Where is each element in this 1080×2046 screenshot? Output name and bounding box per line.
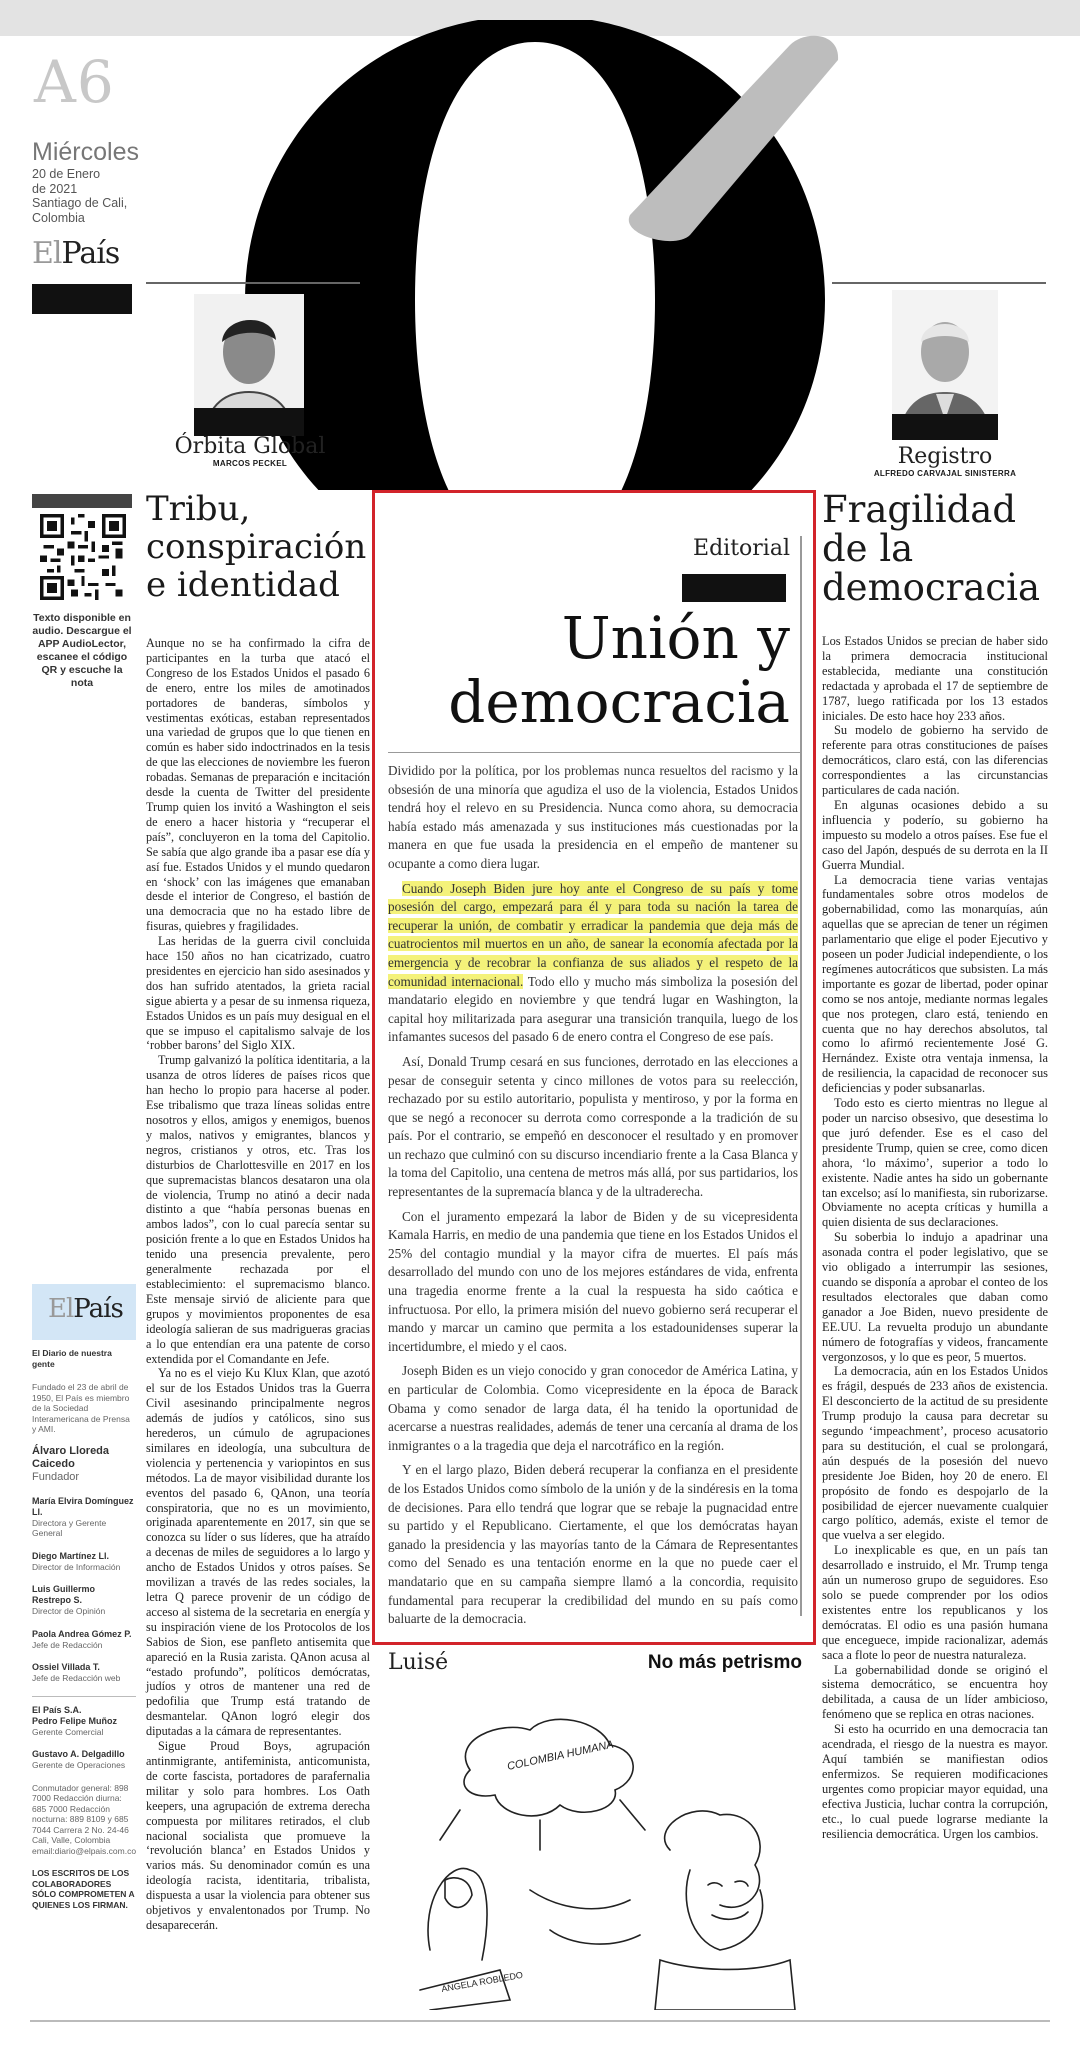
staff-entry: [32, 1629, 136, 1651]
qr-code[interactable]: [40, 514, 126, 600]
column-title-right: [852, 444, 1038, 478]
editorial-paragraph: [388, 880, 798, 1047]
company-name: El País S.A.: [32, 1704, 82, 1715]
day-label: Miércoles: [32, 138, 139, 166]
editorial-paragraph: Joseph Biden es un viejo conocido y gran conocedor de América Latina, y en particular de Colombia. Como vicepresidente en la época de Barack Obama y como senador de larga data, él ha tenido la oportunidad de acercarse a nuestras realidades, además de tener una cercanía al drama de los inmigrantes o a la tragedia que deja el narcotráfico en la región.: [388, 1363, 798, 1453]
staff-name: Ossiel Villada T.: [32, 1662, 100, 1672]
manager-name: Pedro Felipe Muñoz: [32, 1715, 118, 1726]
editorial-paragraph: Con el juramento empezará la labor de Biden y de su vicepresidenta Kamala Harris, en medio de una pandemia que tiene en los Estados Unidos el 25% del contagio mundial y la mayor cifra de muertes. El país más desarrollado del mundo con uno de los mejores estándares de vida, enfrenta una tragedia enorme frente a la cual la respuesta ha sido caótica e infructuosa. Por ello, la primera misión del nuevo gobierno será recuperar el mando y marcar un camino que permita a los estadounidenses superar la incertidumbre, el miedo y el caos.: [388, 1208, 798, 1354]
column-title-left: [160, 434, 340, 468]
founder-role: Fundador: [32, 1470, 80, 1483]
headline-line: democracia: [822, 566, 1041, 609]
staff-name: Paola Andrea Gómez P.: [32, 1628, 132, 1639]
headline-line: e identidad: [146, 565, 340, 605]
editorial-paragraph: Y en el largo plazo, Biden deberá recuperar la confianza en el presidente de los Estados Unidos como símbolo de la unión y de la sindéresis en la toma de decisiones. Para ello tendrá que lograr que se rebaje la pugnacidad entre su partido y el Republicano. Ciertamente, el que los demócratas hayan ganado la presidencia y las mayorías tanto de la Cámara de Representantes como del Senado es una tentación enorme en la que no puede caer el mandatario que en su campaña siempre llamó a la concordia, requisito fundamental para recuperar la credibilidad del mundo en su país como baluarte de la democracia.: [388, 1462, 798, 1627]
author-name: ALFREDO CARVAJAL SINISTERRA: [873, 469, 1017, 478]
founder-name: Álvaro Lloreda Caicedo: [32, 1444, 110, 1470]
headline-line: democracia: [448, 668, 790, 736]
logo-el: El: [48, 1294, 74, 1324]
article-paragraph: La democracia tiene varias ventajas fundamentales sobre otros modelos de gobernabilidad, como las monarquías, aún aquellas que se aprecian de tener un régimen parlamentario que elige el poder Ejecutivo y poseen un poder Judicial independiente, o los regímenes autocráticos que subsisten. La más importante es gozar de libertad, poder opinar como se nos antoje, mediante normas legales que nos protegen, claro está, teniendo en cuenta que no hay derechos absolutos, tal como lo afirmó recientemente José G. Hernández. Existe otra ventaja inmensa, la de resiliencia, la capacidad de reconocer sus deficiencias y poder subsanarlas.: [822, 872, 1048, 1096]
editorial-kicker: Editorial: [693, 536, 790, 561]
company-block: [32, 1696, 136, 1738]
author-photo-right: [892, 290, 998, 440]
article-paragraph: Su modelo de gobierno ha servido de referente para otras constituciones de países democráticos, claro está, con las diferencias correspondientes a las circunstancias particulares de cada nación.: [822, 723, 1048, 798]
headline-line: conspiración: [146, 527, 367, 567]
article-paragraph: Sigue Proud Boys, agrupación antinmigrante, antifeminista, anticomunista, de corte fascista, portadores de parafernalia militar y solo para hombres. Los Oath keepers, una agrupación de extrema derecha compuesta por militares retirados, el club nacional socialista que promueve la ‘revolución blanca’ en Estados Unidos y varios más. Su denominador común es una ideología racista, identitaria, tribalista, dispuesta a usar la violencia para obtener sus objetivos y envalentonados por Trump. No desaparecerán.: [146, 1739, 370, 1932]
logo-pais: País: [73, 1294, 123, 1324]
staff-name: Luis Guillermo Restrepo S.: [32, 1584, 96, 1605]
article-paragraph: Trump galvanizó la política identitaria, a la usanza de otros líderes de países ricos que han hecho lo propio para hacerse al poder. Ese tribalismo que traza líneas solidas entre nosotros y ellos, amigos y enemigos, buenos y malos, nativos y emigrantes, blancos y negros, cristianos y otros, etc. Tras los disturbios de Charlottesville en 2017 en los que supremacistas blancos desataron una ola de violencia, Trump no atinó a decir nada distinto a que “había personas buenas en ambos lados”, con lo cual parecía sentar su posición frente a lo que en Estados Unidos ha tenido una presencia prevalente, pero generalmente rechazada por el establecimiento: el supremacismo blanco. Este mensaje sirvió de aliciente para que grupos y movimientos proponentes de esa ideología salieran de sus madrigueras gracias a lo que entendían era una patente de corso extendida por el Comandante en Jefe.: [146, 1053, 370, 1366]
editorial-side-rule: [800, 536, 802, 1616]
article-paragraph: Las heridas de la guerra civil concluida hace 150 años no han cicatrizado, cuatro presidentes en ejercicio han sido asesinados y dos han sufrido atentados, la grieta racial sigue abierta y a pesar de su inmensa riqueza, Estados Unidos es un país muy desigual en el que se impuso el capitalismo salvaje de los ‘robber barons’ del Siglo XIX.: [146, 934, 370, 1053]
article-paragraph: Si esto ha ocurrido en una democracia tan acendrada, el riesgo de la nuestra es mayor. Aquí también se manifiestan odios enfermizos. Se requieren modificaciones urgentes como propiciar mayor equidad, una efectiva Justicia, luchar contra la corrupción, etc., lo cual puede lograrse mediante la resiliencia democrática. Urgen los cambios.: [822, 1722, 1048, 1841]
staff-name: Diego Martínez Ll.: [32, 1550, 110, 1561]
article-paragraph: Lo inexplicable es que, en un país tan desarrollado e instruido, el Mr. Trump tenga aún un numeroso grupo de seguidores. Eso solo se puede comprender por los odios existentes entre los republicanos y los demócratas. El odio es una pasión humana que enceguece, impide racionalizar, además saca a flote lo peor de nuestra naturaleza.: [822, 1543, 1048, 1662]
cartoon-title: No más petrismo: [647, 1652, 802, 1673]
staff-role: Jefe de Redacción web: [32, 1673, 121, 1683]
staff-entry: [32, 1551, 136, 1573]
author-photo-left: [194, 294, 304, 436]
staff-entry: [32, 1496, 136, 1539]
tagline: El Diario de nuestra gente: [32, 1348, 112, 1369]
staff-role: Directora y Gerente General: [32, 1517, 107, 1538]
staff-name: María Elvira Domínguez Ll.: [32, 1495, 134, 1517]
highlighted-text: Cuando Joseph Biden jure hoy ante el Congreso de su país y tome posesión del cargo, empezará para él y para toda su nación la tarea de recuperar la unión, de combatir y erradicar la pandemia que deja más de cuatrocientos mil muertos en un año, de sanear la economía afectada por la emergencia y de recobrar la confianza de sus aliados y el respeto de la comunidad internacional.: [388, 880, 798, 989]
redacted-box: [32, 284, 132, 314]
contact-info: Conmutador general: 898 7000 Redacción diurna: 685 7000 Redacción nocturna: 889 8109 y 685 7044 Carrera 2 No. 24-46 Cali, Valle, Colombia email:diario@elpais.com.co: [32, 1782, 137, 1856]
header-rule-left: [146, 282, 360, 284]
redacted-box: [682, 574, 786, 602]
audio-note: Texto disponible en audio. Descargue el APP AudioLector, escanee el código QR y escuche la nota: [32, 612, 132, 689]
headline-line: Fragilidad: [822, 488, 1017, 531]
founded-note: Fundado el 23 de abril de 1950, El País es miembro de la Sociedad Interamericana de Prensa y AMI.: [32, 1382, 130, 1434]
left-headline: [146, 490, 376, 604]
article-paragraph: Ya no es el viejo Ku Klux Klan, que azotó el sur de los Estados Unidos tras la Guerra Civil asesinando principalmente negros además de judíos y católicos, sino sus herederos, un cúmulo de agrupaciones similares en ideología, una subcultura de violencia y pertenencia y variopintos en sus métodos. La de mayor visibilidad durante los eventos del pasado 6, QAnon, una teoría conspiratoria, que no es un movimiento, originada aparentemente en 2017, sin que se conozca su líder o sus líderes, que ha atraído a decenas de miles de seguidores a lo largo y ancho de Estados Unidos y otros países. Se movilizan a través de las redes sociales, la letra Q parece provenir de un código de acceso al sistema de la secretaria en energía y su inspiración viene de los Protocolos de los Sabios de Sion, ese panfleto antisemita que apareció en la Rusia zarista. QAnon acusa al “estado profundo”, políticos demócratas, judíos y otros de mantener una red de pedofilia que Trump está tratando de desmantelar. QAnon logró elegir dos diputadas a la cámara de representantes.: [146, 1366, 370, 1739]
sidebar-bar: [32, 494, 132, 508]
staff-entry: [32, 1584, 136, 1617]
right-headline: [822, 490, 1052, 607]
article-paragraph: Su soberbia lo indujo a apadrinar una asonada contra el poder legislativo, que se vio obligado a interrumpir las sesiones, cuando se disponía a aprobar el conteo de los resultados electorales que daban como ganador a Joe Biden, nuevo presidente de EE.UU. La revuelta produjo un abundante número de fotografías y videos, francamente vergonzosos, y lo que es peor, 5 muertos.: [822, 1230, 1048, 1364]
masthead: [32, 1348, 136, 1910]
date-label: [32, 167, 142, 225]
headline-line: Unión y: [561, 604, 790, 672]
date-line: Colombia: [32, 210, 85, 225]
el-pais-logo-box: [32, 1284, 136, 1340]
left-article-body: [146, 636, 370, 1933]
date-line: 20 de Enero: [32, 167, 101, 181]
cartoon-drawing: [390, 1700, 800, 2010]
right-article-body: [822, 634, 1048, 1841]
disclaimer: LOS ESCRITOS DE LOS COLABORADORES SÓLO COMPROMETEN A QUIENES LOS FIRMAN.: [32, 1868, 135, 1910]
date-line: de 2021: [32, 181, 78, 196]
page-number: A6: [34, 48, 115, 116]
cartoon-label: COLOMBIA HUMANA: [506, 1738, 615, 1773]
staff-role: Director de Información: [32, 1561, 121, 1572]
column-name: Órbita Global: [174, 434, 326, 459]
date-line: Santiago de Cali,: [32, 196, 128, 210]
cartoon-artist: Luisé: [388, 1650, 449, 1675]
bottom-rule: [30, 2020, 1050, 2022]
ops-block: [32, 1749, 136, 1771]
headline-line: Tribu,: [146, 489, 251, 529]
ops-role: Gerente de Operaciones: [32, 1760, 126, 1770]
staff-role: Jefe de Redacción: [32, 1639, 103, 1650]
article-paragraph: La gobernabilidad donde se originó el sistema democrático, se encuentra hoy debilitada, a causa de un líder ambicioso, fenómeno que se replica en otras naciones.: [822, 1662, 1048, 1722]
article-paragraph: La democracia, aún en los Estados Unidos es frágil, después de 233 años de existencia. El desconcierto de la actitud de su presidente Trump produjo la causa para decretar su segundo ‘impeachment’, proceso acusatorio para su destitución, el cual se prolongará, aún después de la posesión del nuevo presidente Joe Biden, hoy 20 de enero. El propósito de fondo es despojarlo de la posibilidad de ejercer nuevamente cualquier cargo político, además, existe el temor de que vuelva a ser elegido.: [822, 1364, 1048, 1543]
el-pais-logo: [48, 1294, 123, 1324]
article-paragraph: En algunas ocasiones debido a su influencia y poderío, su gobierno ha impuesto su modelo a otros países. Ese fue el caso del Japón, después de su derrota en la II Guerra Mundial.: [822, 797, 1048, 872]
cartoon-label: ANGELA ROBLEDO: [440, 1969, 524, 1994]
logo-el: El: [32, 236, 62, 271]
el-pais-logo: [32, 236, 119, 271]
header-rule-right: [832, 282, 1046, 284]
article-paragraph: Todo esto es cierto mientras no llegue al poder un narciso obsesivo, que desestima lo que juró defender. Ese es el caso del presidente Trump, quien se cree, como dicen ahora, ‘lo máximo’, superior a todo lo existente. Nadie antes ha sido un gobernante tan excelso; así lo manifiesta, sin ruborizarse. Obviamente no acepta críticas y humilla a quien disienta de sus declaraciones.: [822, 1096, 1048, 1230]
manager-role: Gerente Comercial: [32, 1726, 104, 1737]
article-paragraph: Aunque no se ha confirmado la cifra de participantes en la turba que atacó el Congreso de los Estados Unidos el pasado 6 de enero, entre los miles de amotinados portadores de banderas, símbolos y vestimentas exóticas, estaban representados una variedad de grupos que lo que tienen en común es haber sido indoctrinados en la tesis de que las elecciones de noviembre les fueron robadas. Semanas de preparación e incitación desde la cuenta de Twitter del presidente Trump quien los invitó a Washington el seis de enero a hacer historia y “recuperar el país”, concluyeron en la toma del Capitolio. Se sabía que algo grande iba a pasar ese día y así fue. Estados Unidos y el mundo quedaron en ‘shock’ con las imágenes que emanaban desde el interior de Congreso, el bastión de una democracia que no ha estado libre de fisuras, quiebres y fragilidades.: [146, 636, 370, 934]
staff-entry: [32, 1662, 136, 1684]
o-letter: [245, 20, 825, 490]
staff-role: Director de Opinión: [32, 1606, 106, 1616]
article-paragraph: Los Estados Unidos se precian de haber sido la primera democracia institucional establecida, mediante una constitución redactada y aprobada el 17 de septiembre de 1787, luego ratificada por los 13 estados iniciales. De esto hace hoy 233 años.: [822, 634, 1048, 723]
editorial-divider: [388, 752, 800, 753]
paragraph-rest: Todo ello y mucho más simboliza la posesión del mandatario elegido en noviembre y que tendrá lugar en Washington, la capital hoy militarizada para asegurar una transición tranquila, luego de los infamantes sucesos del pasado 6 de enero contra el Congreso de ese país.: [388, 973, 798, 1045]
headline-line: de la: [822, 527, 914, 570]
logo-pais: País: [61, 236, 120, 271]
editorial-paragraph: Así, Donald Trump cesará en sus funciones, derrotado en las elecciones a pesar de conseguir setenta y cinco millones de votos para su reelección, rechazado por su estilo autoritario, populista y mentiroso, y por la forma en que se negó a reconocer su derrota como corresponde a la tradición de su país. Por el contrario, se empeñó en desconocer el resultado y en promover un rechazo que culminó con su discurso incendiario frente a la Casa Blanca y la toma del Capitolio, una centena de metros más allá, por sus partidarios, los representantes de la supremacía blanca y de la ultraderecha.: [388, 1053, 798, 1200]
editorial-headline: [390, 606, 790, 734]
ops-name: Gustavo A. Delgadillo: [32, 1749, 125, 1759]
editorial-paragraph: Dividido por la política, por los problemas nunca resueltos del racismo y la obsesión de una minoría que agudiza el uso de la violencia, Estados Unidos tendrá hoy el relevo en su Presidencia. Nunca como ahora, su democracia había estado más amenazada y sus instituciones más cuestionadas por la manera en que fue usada la presidencia en el empeño de mantener su ocupante a como diera lugar.: [388, 763, 798, 871]
column-name: Registro: [897, 444, 993, 469]
author-name: MARCOS PECKEL: [212, 459, 288, 468]
editorial-body: [388, 762, 798, 1635]
